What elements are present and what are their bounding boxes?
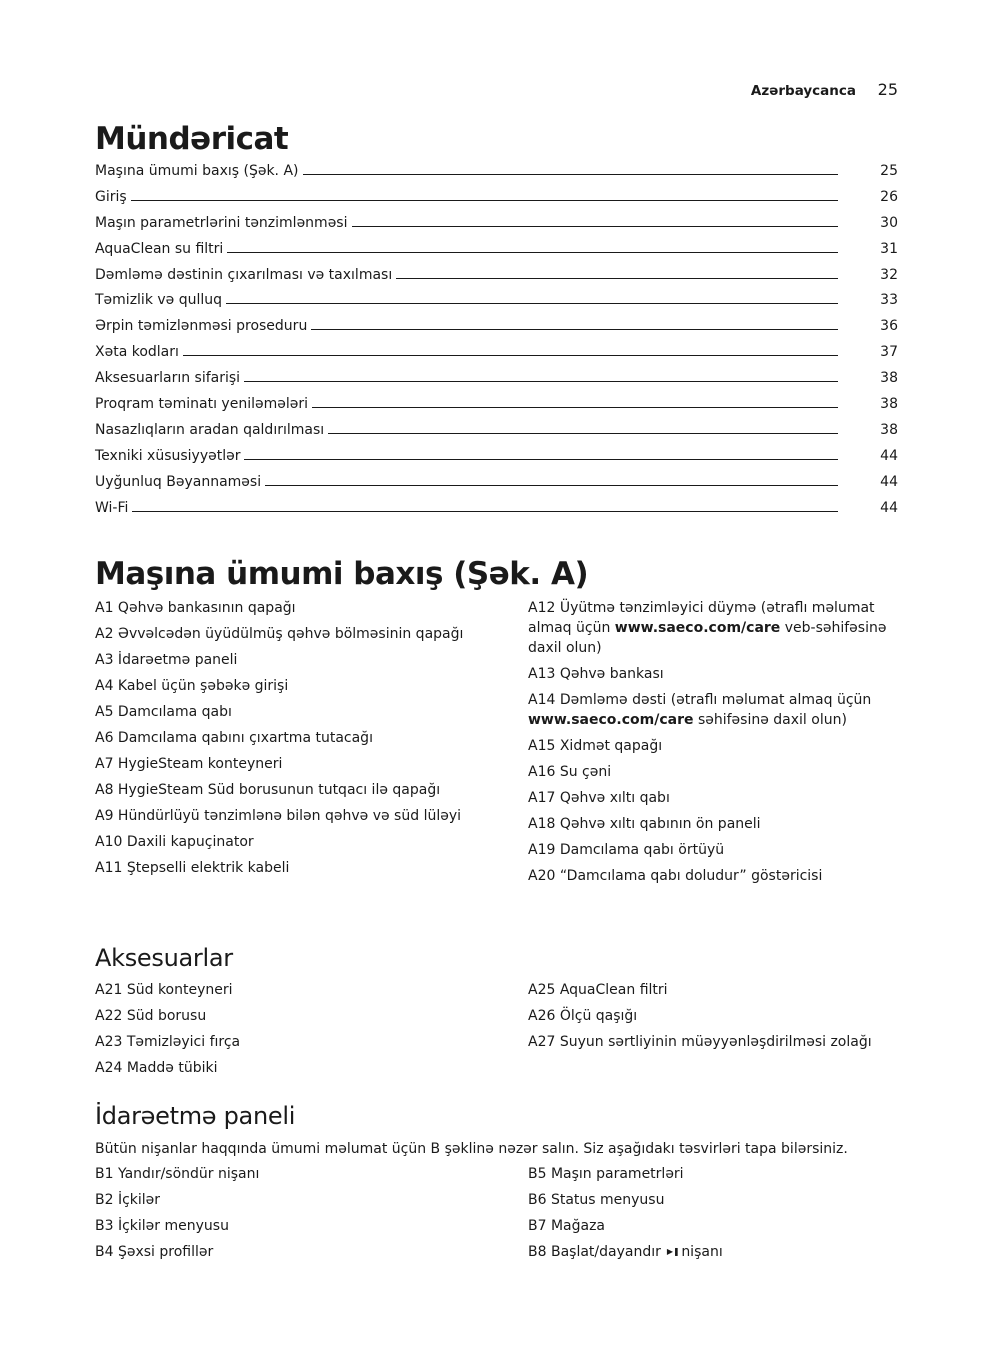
toc-entry-page: 31 bbox=[880, 240, 898, 257]
list-item: A17 Qəhvə xıltı qabı bbox=[528, 790, 670, 806]
toc-entry[interactable] bbox=[95, 448, 898, 474]
toc-entry-label: Uyğunluq Bəyannaməsi bbox=[95, 473, 262, 490]
list-item: A18 Qəhvə xıltı qabının ön paneli bbox=[528, 816, 761, 832]
toc-leader-line bbox=[311, 318, 838, 330]
toc-leader-line bbox=[265, 474, 838, 486]
toc-leader-line bbox=[132, 500, 838, 512]
list-item: A1 Qəhvə bankasının qapağı bbox=[95, 600, 296, 616]
toc-entry[interactable] bbox=[95, 396, 898, 422]
toc-leader-line bbox=[227, 241, 838, 253]
toc-entry-page: 38 bbox=[880, 396, 898, 413]
toc-entry-label: Xəta kodları bbox=[95, 344, 179, 361]
list-item: A26 Ölçü qaşığı bbox=[528, 1008, 638, 1024]
list-item: A5 Damcılama qabı bbox=[95, 704, 232, 720]
list-item: A20 “Damcılama qabı doludur” göstəricisi bbox=[528, 868, 823, 884]
toc-leader-line bbox=[352, 215, 839, 227]
list-item: A2 Əvvəlcədən üyüdülmüş qəhvə bölməsinin qapağı bbox=[95, 626, 464, 642]
toc-entry[interactable] bbox=[95, 318, 898, 344]
toc-entry-label: Dəmləmə dəstinin çıxarılması və taxılması bbox=[95, 266, 393, 283]
toc-entry-label: Giriş bbox=[95, 188, 127, 205]
document-page bbox=[95, 0, 898, 1359]
toc-leader-line bbox=[226, 292, 838, 304]
toc-entry-page: 32 bbox=[880, 266, 898, 283]
list-item-b8 bbox=[528, 1242, 898, 1262]
toc-leader-line bbox=[328, 422, 838, 434]
list-item: A24 Maddə tübiki bbox=[95, 1060, 218, 1076]
overview-left-column bbox=[95, 598, 475, 884]
list-item: B5 Maşın parametrləri bbox=[528, 1166, 684, 1182]
list-item: A23 Təmizləyici fırça bbox=[95, 1034, 241, 1050]
list-item: A7 HygieSteam konteyneri bbox=[95, 756, 283, 772]
overview-title: Maşına ümumi baxış (Şək. A) bbox=[95, 556, 589, 592]
accessories-left-column bbox=[95, 980, 475, 1084]
list-item: B7 Mağaza bbox=[528, 1218, 606, 1234]
list-item: A10 Daxili kapuçinator bbox=[95, 834, 254, 850]
accessories-right-column bbox=[528, 980, 898, 1058]
list-item: A21 Süd konteyneri bbox=[95, 982, 233, 998]
toc-leader-line bbox=[183, 344, 838, 356]
toc-leader-line bbox=[312, 396, 838, 408]
toc-leader-line bbox=[244, 448, 838, 460]
toc-entry-page: 44 bbox=[880, 499, 898, 516]
toc-leader-line bbox=[244, 370, 838, 382]
a12-link[interactable]: www.saeco.com/care bbox=[614, 620, 781, 636]
toc-entry[interactable] bbox=[95, 422, 898, 448]
list-item: A27 Suyun sərtliyinin müəyyənləşdirilməsi zolağı bbox=[528, 1034, 872, 1050]
list-item: A4 Kabel üçün şəbəkə girişi bbox=[95, 678, 289, 694]
a12-text: A12 Üyütmə tənzimləyici düymə (ətraflı məlumat almaq üçün bbox=[528, 600, 875, 636]
toc-entry-label: Ərpin təmizlənməsi proseduru bbox=[95, 318, 308, 335]
toc-title: Mündəricat bbox=[95, 121, 289, 157]
toc-leader-line bbox=[303, 163, 839, 175]
list-item-a13: A13 Qəhvə bankası bbox=[528, 666, 664, 682]
toc-entry-label: Təmizlik və qulluq bbox=[95, 292, 223, 309]
list-item: A19 Damcılama qabı örtüyü bbox=[528, 842, 725, 858]
toc-leader-line bbox=[131, 189, 838, 201]
toc-entry-label: Nasazlıqların aradan qaldırılması bbox=[95, 421, 325, 438]
accessories-title: Aksesuarlar bbox=[95, 944, 233, 972]
list-item: A8 HygieSteam Süd borusunun tutqacı ilə qapağı bbox=[95, 782, 441, 798]
b8-text-end: nişanı bbox=[681, 1244, 723, 1260]
play-pause-icon: ▶❚ bbox=[666, 1247, 680, 1256]
toc-entry-page: 36 bbox=[880, 318, 898, 335]
toc-entry-label: Aksesuarların sifarişi bbox=[95, 370, 241, 387]
list-item: B4 Şəxsi profillər bbox=[95, 1244, 214, 1260]
toc-entry-label: Maşına ümumi baxış (Şək. A) bbox=[95, 163, 299, 179]
overview-right-column bbox=[528, 598, 898, 892]
toc-entry-label: Maşın parametrlərini tənzimlənməsi bbox=[95, 214, 348, 231]
header-language: Azərbaycanca bbox=[750, 83, 857, 99]
list-item: A16 Su çəni bbox=[528, 764, 612, 780]
page-number: 25 bbox=[877, 80, 898, 99]
list-item: A3 İdarəetmə paneli bbox=[95, 652, 238, 668]
toc-entry-page: 33 bbox=[880, 292, 898, 309]
toc-entry-label: Wi-Fi bbox=[95, 499, 129, 516]
list-item: A25 AquaClean filtri bbox=[528, 982, 668, 998]
list-item: B6 Status menyusu bbox=[528, 1192, 665, 1208]
toc-entry[interactable] bbox=[95, 292, 898, 318]
list-item: A6 Damcılama qabını çıxartma tutacağı bbox=[95, 730, 373, 746]
toc-entry[interactable] bbox=[95, 370, 898, 396]
toc-entry-page: 38 bbox=[880, 370, 898, 387]
list-item: B2 İçkilər bbox=[95, 1192, 161, 1208]
toc-entry-page: 44 bbox=[880, 473, 898, 490]
control-panel-left-column bbox=[95, 1164, 475, 1268]
list-item-a14 bbox=[528, 690, 898, 730]
list-item: A22 Süd borusu bbox=[95, 1008, 207, 1024]
toc-entry-page: 25 bbox=[880, 163, 898, 179]
a14-link[interactable]: www.saeco.com/care bbox=[528, 712, 694, 728]
list-item: A15 Xidmət qapağı bbox=[528, 738, 663, 754]
toc-entry-label: AquaClean su filtri bbox=[95, 240, 224, 257]
page-header bbox=[751, 80, 898, 99]
toc-entry[interactable] bbox=[95, 189, 898, 215]
toc-entry-label: Texniki xüsusiyyətlər bbox=[95, 447, 241, 464]
list-item-a12 bbox=[528, 598, 898, 658]
a14-text: A14 Dəmləmə dəsti (ətraflı məlumat almaq üçün bbox=[528, 692, 872, 708]
a14-text-end: səhifəsinə daxil olun) bbox=[693, 712, 847, 728]
toc-entry[interactable] bbox=[95, 344, 898, 370]
b8-text: B8 Başlat/dayandır bbox=[528, 1244, 661, 1260]
list-item: B3 İçkilər menyusu bbox=[95, 1218, 229, 1234]
toc-entry[interactable] bbox=[95, 500, 898, 526]
toc-entry-page: 37 bbox=[880, 344, 898, 361]
control-panel-title: İdarəetmə paneli bbox=[95, 1102, 296, 1130]
toc-entry-page: 38 bbox=[880, 421, 898, 438]
toc-entry-label: Proqram təminatı yeniləmələri bbox=[95, 396, 308, 413]
toc-entry[interactable] bbox=[95, 267, 898, 293]
toc-entry[interactable] bbox=[95, 215, 898, 241]
toc-leader-line bbox=[396, 267, 838, 279]
control-panel-intro: Bütün nişanlar haqqında ümumi məlumat üçün B şəklinə nəzər salın. Siz aşağıdakı təsvirləri tapa bilərsiniz. bbox=[95, 1141, 848, 1157]
control-panel-right-column bbox=[528, 1164, 898, 1268]
list-item: A11 Ştepselli elektrik kabeli bbox=[95, 860, 290, 876]
toc-entry-page: 44 bbox=[880, 447, 898, 464]
toc-entry[interactable] bbox=[95, 163, 898, 189]
list-item: A9 Hündürlüyü tənzimlənə bilən qəhvə və süd lüləyi bbox=[95, 808, 462, 824]
table-of-contents bbox=[95, 163, 898, 525]
toc-entry[interactable] bbox=[95, 474, 898, 500]
a12-text-end: veb-səhifəsinə daxil olun) bbox=[528, 620, 887, 656]
list-item: B1 Yandır/söndür nişanı bbox=[95, 1166, 260, 1182]
toc-entry-page: 30 bbox=[880, 214, 898, 231]
toc-entry[interactable] bbox=[95, 241, 898, 267]
toc-entry-page: 26 bbox=[880, 188, 898, 205]
